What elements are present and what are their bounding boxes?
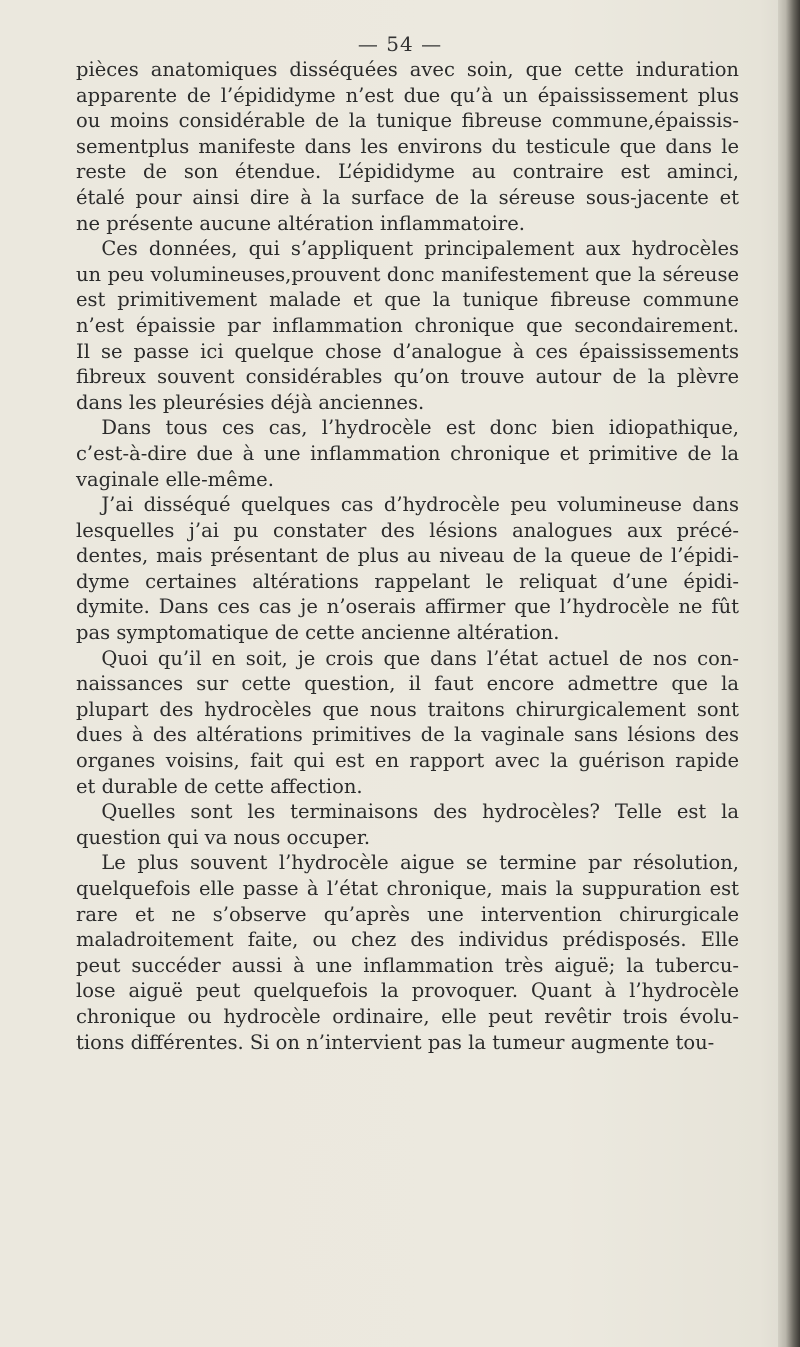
text-line: Ces données, qui s’appliquent principalement aux hydrocèles [101,237,739,261]
text-line: pièces anatomiques disséquées avec soin, que cette induration [76,58,739,81]
page-edge-shadow [778,0,800,1347]
text-line: chronique ou hydrocèle ordinaire, elle peut revêtir trois évolu- [76,1004,739,1028]
body-text [76,57,739,1055]
text-line: Quoi qu’il en soit, je crois que dans l’état actuel de nos con- [101,646,739,670]
text-line: fibreux souvent considérables qu’on trouve autour de la plèvre [76,365,739,389]
text-line: J’ai disséqué quelques cas d’hydrocèle peu volumineuse dans [101,493,739,517]
text-line: maladroitement faite, ou chez des individus prédisposés. Elle [76,928,739,952]
paragraph [76,415,739,492]
paragraph [76,236,739,415]
text-line: Quelles sont les terminaisons des hydrocèles? Telle est la [101,800,739,824]
text-line: dyme certaines altérations rappelant le reliquat d’une épidi- [76,569,739,593]
text-line: n’est épaissie par inflammation chronique que secondairement. [76,313,739,337]
paragraph [76,57,739,236]
text-line: peut succéder aussi à une inflammation très aiguë; la tubercu- [76,953,739,977]
text-line: étalé pour ainsi dire à la surface de la séreuse sous-jacente et [76,185,739,209]
text-line: tions différentes. Si on n’intervient pas la tumeur augmente tou- [76,1030,715,1054]
text-line: lesquelles j’ai pu constater des lésions analogues aux précé- [76,518,739,542]
text-line: lose aiguë peut quelquefois la provoquer. Quant à l’hydrocèle [76,979,739,1003]
text-line: naissances sur cette question, il faut encore admettre que la [76,672,739,696]
text-line: Dans tous ces cas, l’hydrocèle est donc bien idiopathique, [101,416,739,440]
text-line: apparente de l’épididyme n’est due qu’à un épaississement plus [76,83,739,107]
text-line: rare et ne s’observe qu’après une intervention chirurgicale [76,902,739,926]
text-line: ou moins considérable de la tunique fibreuse commune,épaissis- [76,109,739,133]
text-line: est primitivement malade et que la tunique fibreuse commune [76,288,739,312]
text-line: dues à des altérations primitives de la vaginale sans lésions des [76,723,739,747]
text-line: reste de son étendue. L’épididyme au contraire est aminci, [76,160,739,184]
paragraph [76,850,739,1055]
text-line: Le plus souvent l’hydrocèle aigue se termine par résolution, [101,851,739,875]
text-line: un peu volumineuses,prouvent donc manifestement que la séreuse [76,262,739,286]
paragraph [76,646,739,800]
text-line: c’est-à-dire due à une inflammation chronique et primitive de la [76,441,739,465]
text-line: vaginale elle-même. [76,467,274,491]
text-line: sementplus manifeste dans les environs du testicule que dans le [76,134,739,158]
text-line: question qui va nous occuper. [76,825,371,849]
page-number: — 54 — [357,32,443,56]
text-line: plupart des hydrocèles que nous traitons chirurgicalement sont [76,697,739,721]
text-line: et durable de cette affection. [76,774,363,798]
text-line: quelquefois elle passe à l’état chronique, mais la suppuration est [76,877,739,900]
text-line: ne présente aucune altération inflammatoire. [76,211,525,235]
text-line: dans les pleurésies déjà anciennes. [76,390,425,414]
paragraph [76,492,739,646]
text-line: Il se passe ici quelque chose d’analogue à ces épaississements [76,339,739,363]
text-line: organes voisins, fait qui est en rapport avec la guérison rapide [76,749,739,773]
text-line: dentes, mais présentant de plus au niveau de la queue de l’épidi- [76,544,739,568]
text-line: dymite. Dans ces cas je n’oserais affirmer que l’hydrocèle ne fût [76,595,739,619]
text-line: pas symptomatique de cette ancienne altération. [76,621,560,645]
paragraph [76,799,739,850]
